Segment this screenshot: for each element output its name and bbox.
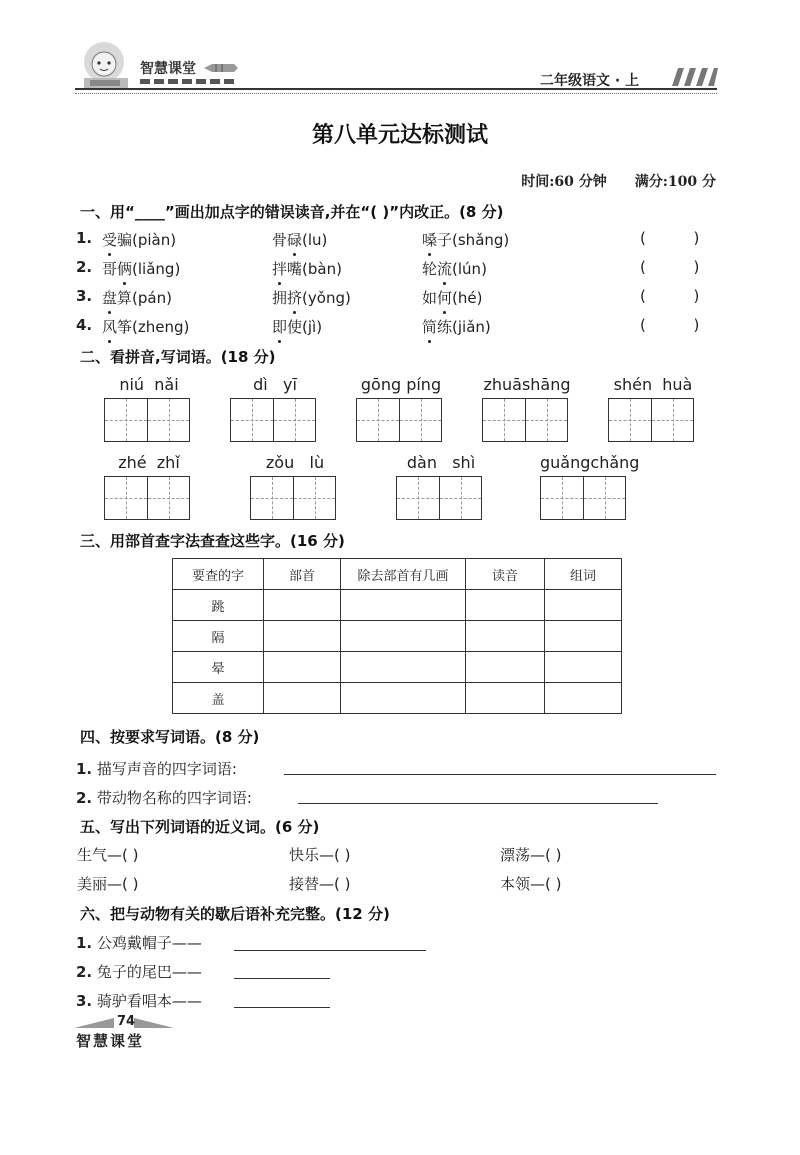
page-title: 第八单元达标测试 [311,122,488,148]
s6-item-3 [76,990,202,1011]
dotted-char: 流 [437,260,453,278]
pinyin-item [422,316,491,337]
synonym-item: 生气—( ) [77,846,139,864]
table-cell-char: 盖 [173,683,264,714]
item-text: 使(jì) [287,318,323,336]
table-cell-empty[interactable] [264,683,341,714]
table-cell-empty[interactable] [545,652,622,683]
writing-cell[interactable] [105,399,147,441]
writing-grid [250,476,336,520]
writing-cell[interactable] [231,399,273,441]
item-text: 轮 [422,260,438,278]
item-number: 3. [76,287,93,305]
writing-cell[interactable] [397,477,439,519]
answer-line-s4-2[interactable] [298,803,658,804]
writing-cell[interactable] [583,477,625,519]
s6-item-1 [76,932,202,953]
writing-cell[interactable] [251,477,293,519]
item-number: 2. [76,789,93,807]
item-text: 嘴(bàn) [287,260,342,278]
table-header-row [173,559,622,590]
item-number: 2. [76,258,93,276]
table-cell-char: 跳 [173,590,264,621]
writing-grid [356,398,442,442]
exam-info [493,171,716,191]
table-cell-empty[interactable] [341,683,466,714]
item-text: (lún) [452,260,487,278]
table-row [173,683,622,714]
pinyin-item [102,258,180,279]
brand-title: 智慧课堂 [140,61,196,77]
table-cell-empty[interactable] [264,590,341,621]
s4-item-2 [76,787,252,808]
table-cell-char: 隔 [173,621,264,652]
section-4-heading: 四、按要求写词语。(8 分) [80,728,260,746]
writing-cell[interactable] [147,399,189,441]
synonym-item: 快乐—( ) [289,846,351,864]
table-cell-char: 晕 [173,652,264,683]
header-rule-dotted [75,93,717,94]
answer-paren[interactable]: ( ) [640,287,700,305]
exam-score: 满分:100 分 [634,174,716,190]
pinyin-item [272,316,322,337]
grade-label: 二年级语文 · 上 [540,73,640,89]
pinyin-item [102,287,172,308]
page-number: 74 [117,1014,136,1029]
footer-brand: 智慧课堂 [76,1032,145,1050]
pinyin-label: guǎngchǎng [540,453,640,472]
dotted-char: 碌 [287,231,303,249]
item-text: 公鸡戴帽子—— [96,934,202,952]
table-cell-empty[interactable] [466,621,545,652]
pinyin-label: zhuāshāng [483,375,571,394]
pinyin-item [272,229,327,250]
table-cell-empty[interactable] [466,683,545,714]
pinyin-item [422,229,509,250]
radical-table [172,558,622,714]
answer-paren[interactable]: ( ) [640,316,700,334]
table-cell-empty[interactable] [466,590,545,621]
item-text: 练(jiǎn) [437,318,491,336]
writing-cell[interactable] [147,477,189,519]
item-text: 带动物名称的四字词语: [96,789,252,807]
item-text: 子(shǎng) [437,231,510,249]
table-cell-empty[interactable] [341,590,466,621]
item-text: 描写声音的四字词语: [96,760,237,778]
writing-grid [230,398,316,442]
pinyin-label: dì yī [253,375,297,394]
dotted-char: 受 [102,231,118,249]
writing-cell[interactable] [525,399,567,441]
synonym-item: 本领—( ) [500,875,562,893]
synonym-item: 漂荡—( ) [500,846,562,864]
item-text: (liǎng) [132,260,181,278]
pinyin-label: zhé zhǐ [118,453,180,472]
item-number: 4. [76,316,93,334]
dotted-char: 挤 [287,289,303,307]
table-cell-empty[interactable] [466,652,545,683]
item-text: 算(pán) [117,289,172,307]
pinyin-label: shén huà [613,375,693,394]
header-stripes [668,68,718,86]
dotted-char: 何 [437,289,453,307]
item-number: 1. [76,760,93,778]
synonym-item: 美丽—( ) [77,875,139,893]
table-row [173,652,622,683]
item-text: 兔子的尾巴—— [96,963,202,981]
dotted-char: 俩 [117,260,133,278]
pinyin-item [102,316,189,337]
table-header: 要查的字 [173,559,264,590]
header-dashes [140,79,235,84]
dotted-char: 风 [102,318,118,336]
item-number: 3. [76,992,93,1010]
writing-cell[interactable] [105,477,147,519]
writing-grid [396,476,482,520]
table-cell-empty[interactable] [264,621,341,652]
item-number: 1. [76,934,93,952]
table-cell-empty[interactable] [341,621,466,652]
writing-cell[interactable] [273,399,315,441]
table-cell-empty[interactable] [545,683,622,714]
pinyin-item [272,287,351,308]
synonym-item: 接替—( ) [289,875,351,893]
writing-grid [608,398,694,442]
section-5-heading: 五、写出下列词语的近义词。(6 分) [80,818,320,836]
dotted-char: 嗓 [422,231,438,249]
section-3-heading: 三、用部首查字法查查这些字。(16 分) [80,532,345,550]
item-text: 拥 [272,289,288,307]
pinyin-item [102,229,176,250]
table-header: 组词 [545,559,622,590]
item-text: 骑驴看唱本—— [96,992,202,1010]
writing-cell[interactable] [541,477,583,519]
table-header: 除去部首有几画 [341,559,466,590]
item-number: 2. [76,963,93,981]
table-row [173,621,622,652]
answer-line-s6-2[interactable] [234,978,330,979]
answer-paren[interactable]: ( ) [640,229,700,247]
table-row [173,590,622,621]
writing-cell[interactable] [293,477,335,519]
mascot-icon [74,40,136,92]
pinyin-label: dàn shì [406,453,476,472]
item-text: 如 [422,289,438,307]
header-rule [75,88,717,90]
pinyin-label: niú nǎi [119,375,179,394]
dotted-char: 简 [422,318,438,336]
answer-line-s6-3[interactable] [234,1007,330,1008]
section-1-heading: 一、用“____”画出加点字的错误读音,并在“( )”内改正。(8 分) [80,203,504,221]
pencil-icon [204,62,238,74]
s6-item-2 [76,961,202,982]
writing-cell[interactable] [399,399,441,441]
item-number: 1. [76,229,93,247]
section-6-heading: 六、把与动物有关的歇后语补充完整。(12 分) [80,905,390,923]
table-header: 读音 [466,559,545,590]
table-cell-empty[interactable] [545,590,622,621]
item-text: 哥 [102,260,118,278]
answer-line-s6-1[interactable] [234,950,426,951]
item-text: 骨 [272,231,288,249]
dotted-char: 即 [272,318,288,336]
dotted-char: 盘 [102,289,118,307]
pinyin-item [272,258,342,279]
item-text: 骗(piàn) [117,231,177,249]
answer-line-s4-1[interactable] [284,774,716,775]
writing-cell[interactable] [609,399,651,441]
item-text: (lu) [302,231,328,249]
dotted-char: 拌 [272,260,288,278]
exam-time: 时间:60 分钟 [521,174,607,190]
writing-grid [104,398,190,442]
section-2-heading: 二、看拼音,写词语。(18 分) [80,348,276,366]
pinyin-item [422,287,482,308]
item-text: 筝(zheng) [117,318,190,336]
writing-cell[interactable] [651,399,693,441]
writing-grid [540,476,626,520]
pinyin-item [422,258,487,279]
table-cell-empty[interactable] [264,652,341,683]
item-text: (hé) [452,289,483,307]
s4-item-1 [76,758,237,779]
writing-cell[interactable] [357,399,399,441]
pinyin-label: zǒu lù [265,453,325,472]
table-cell-empty[interactable] [545,621,622,652]
pinyin-label: gōng píng [360,375,442,394]
table-cell-empty[interactable] [341,652,466,683]
table-header: 部首 [264,559,341,590]
writing-grid [482,398,568,442]
writing-grid [104,476,190,520]
item-text: (yǒng) [302,289,351,307]
writing-cell[interactable] [439,477,481,519]
answer-paren[interactable]: ( ) [640,258,700,276]
writing-cell[interactable] [483,399,525,441]
